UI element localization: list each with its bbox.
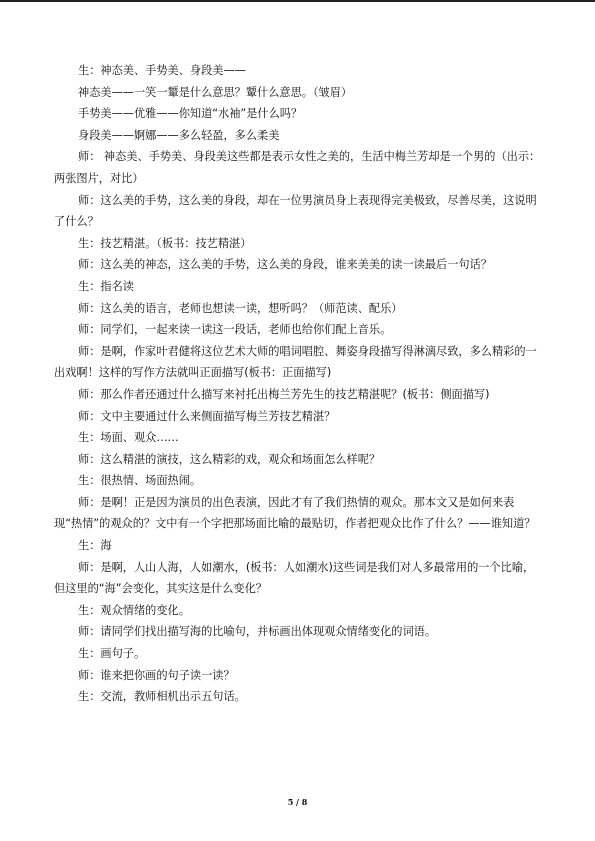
document-body <box>54 60 542 708</box>
paragraph: 师：这么美的语言，老师也想读一读，想听吗？（师范读、配乐） <box>78 301 403 315</box>
paragraph: 师：是啊，作家叶君健将这位艺术大师的唱词唱腔、舞姿身段描写得淋漓尽致，多么精彩的一出戏啊！这样的写作方法就叫正面描写(板书：正面描写) <box>54 344 537 380</box>
paragraph: 师：请同学们找出描写海的比喻句，并标画出体现观众情绪变化的词语。 <box>78 625 437 639</box>
paragraph: 生：画句子。 <box>78 647 146 661</box>
paragraph: 师：那么作者还通过什么描写来衬托出梅兰芳先生的技艺精湛呢？(板书：侧面描写) <box>78 387 490 401</box>
paragraph: 生：很热情、场面热闹。 <box>78 474 202 488</box>
top-rule <box>0 0 595 2</box>
paragraph: 生：交流，教师相机出示五句话。 <box>78 690 246 704</box>
paragraph: 神态美——一笑一颦是什么意思？颦什么意思。（皱眉） <box>78 85 353 99</box>
paragraph: 生：海 <box>78 539 112 553</box>
paragraph: 师：这么美的手势，这么美的身段，却在一位男演员身上表现得完美极致，尽善尽美，这说明了什么？ <box>54 193 537 229</box>
paragraph: 师：是啊，人山人海，人如潮水，(板书：人如潮水)这些词是我们对人多最常用的一个比喻，但这里的“海”会变化，其实这是什么变化？ <box>54 560 535 596</box>
paragraph: 师：是啊！正是因为演员的出色表演，因此才有了我们热情的观众。那本文又是如何来表现“热情”的观众的？文中有一个字把那场面比喻的最贴切，作者把观众比作了什么？——谁知道？ <box>54 495 536 531</box>
page-number: 5 / 8 <box>287 797 308 807</box>
paragraph: 生：神态美、手势美、身段美—— <box>78 64 246 77</box>
paragraph: 生：观众情绪的变化。 <box>78 603 190 617</box>
paragraph: 手势美——优雅——你知道“水袖”是什么吗？ <box>78 107 303 121</box>
paragraph: 师：谁来把你画的句子读一读？ <box>78 668 235 682</box>
paragraph: 师：文中主要通过什么来侧面描写梅兰芳技艺精湛？ <box>78 409 336 423</box>
paragraph: 生：指名读 <box>78 279 134 293</box>
paragraph: 师：这么精湛的演技，这么精彩的戏，观众和场面怎么样呢？ <box>78 452 381 466</box>
paragraph: 师：同学们，一起来读一读这一段话，老师也给你们配上音乐。 <box>78 323 392 337</box>
paragraph: 生：场面、观众…… <box>78 431 179 445</box>
paragraph: 师： 神态美、手势美、身段美这些都是表示女性之美的，生活中梅兰芳却是一个男的（出示：两张图片，对比） <box>54 150 541 185</box>
paragraph: 师：这么美的神态，这么美的手势，这么美的身段，谁来美美的读一读最后一句话？ <box>78 258 492 272</box>
paragraph: 生：技艺精湛。（板书：技艺精湛） <box>78 236 252 250</box>
paragraph: 身段美——婀娜——多么轻盈，多么柔美 <box>78 128 280 142</box>
